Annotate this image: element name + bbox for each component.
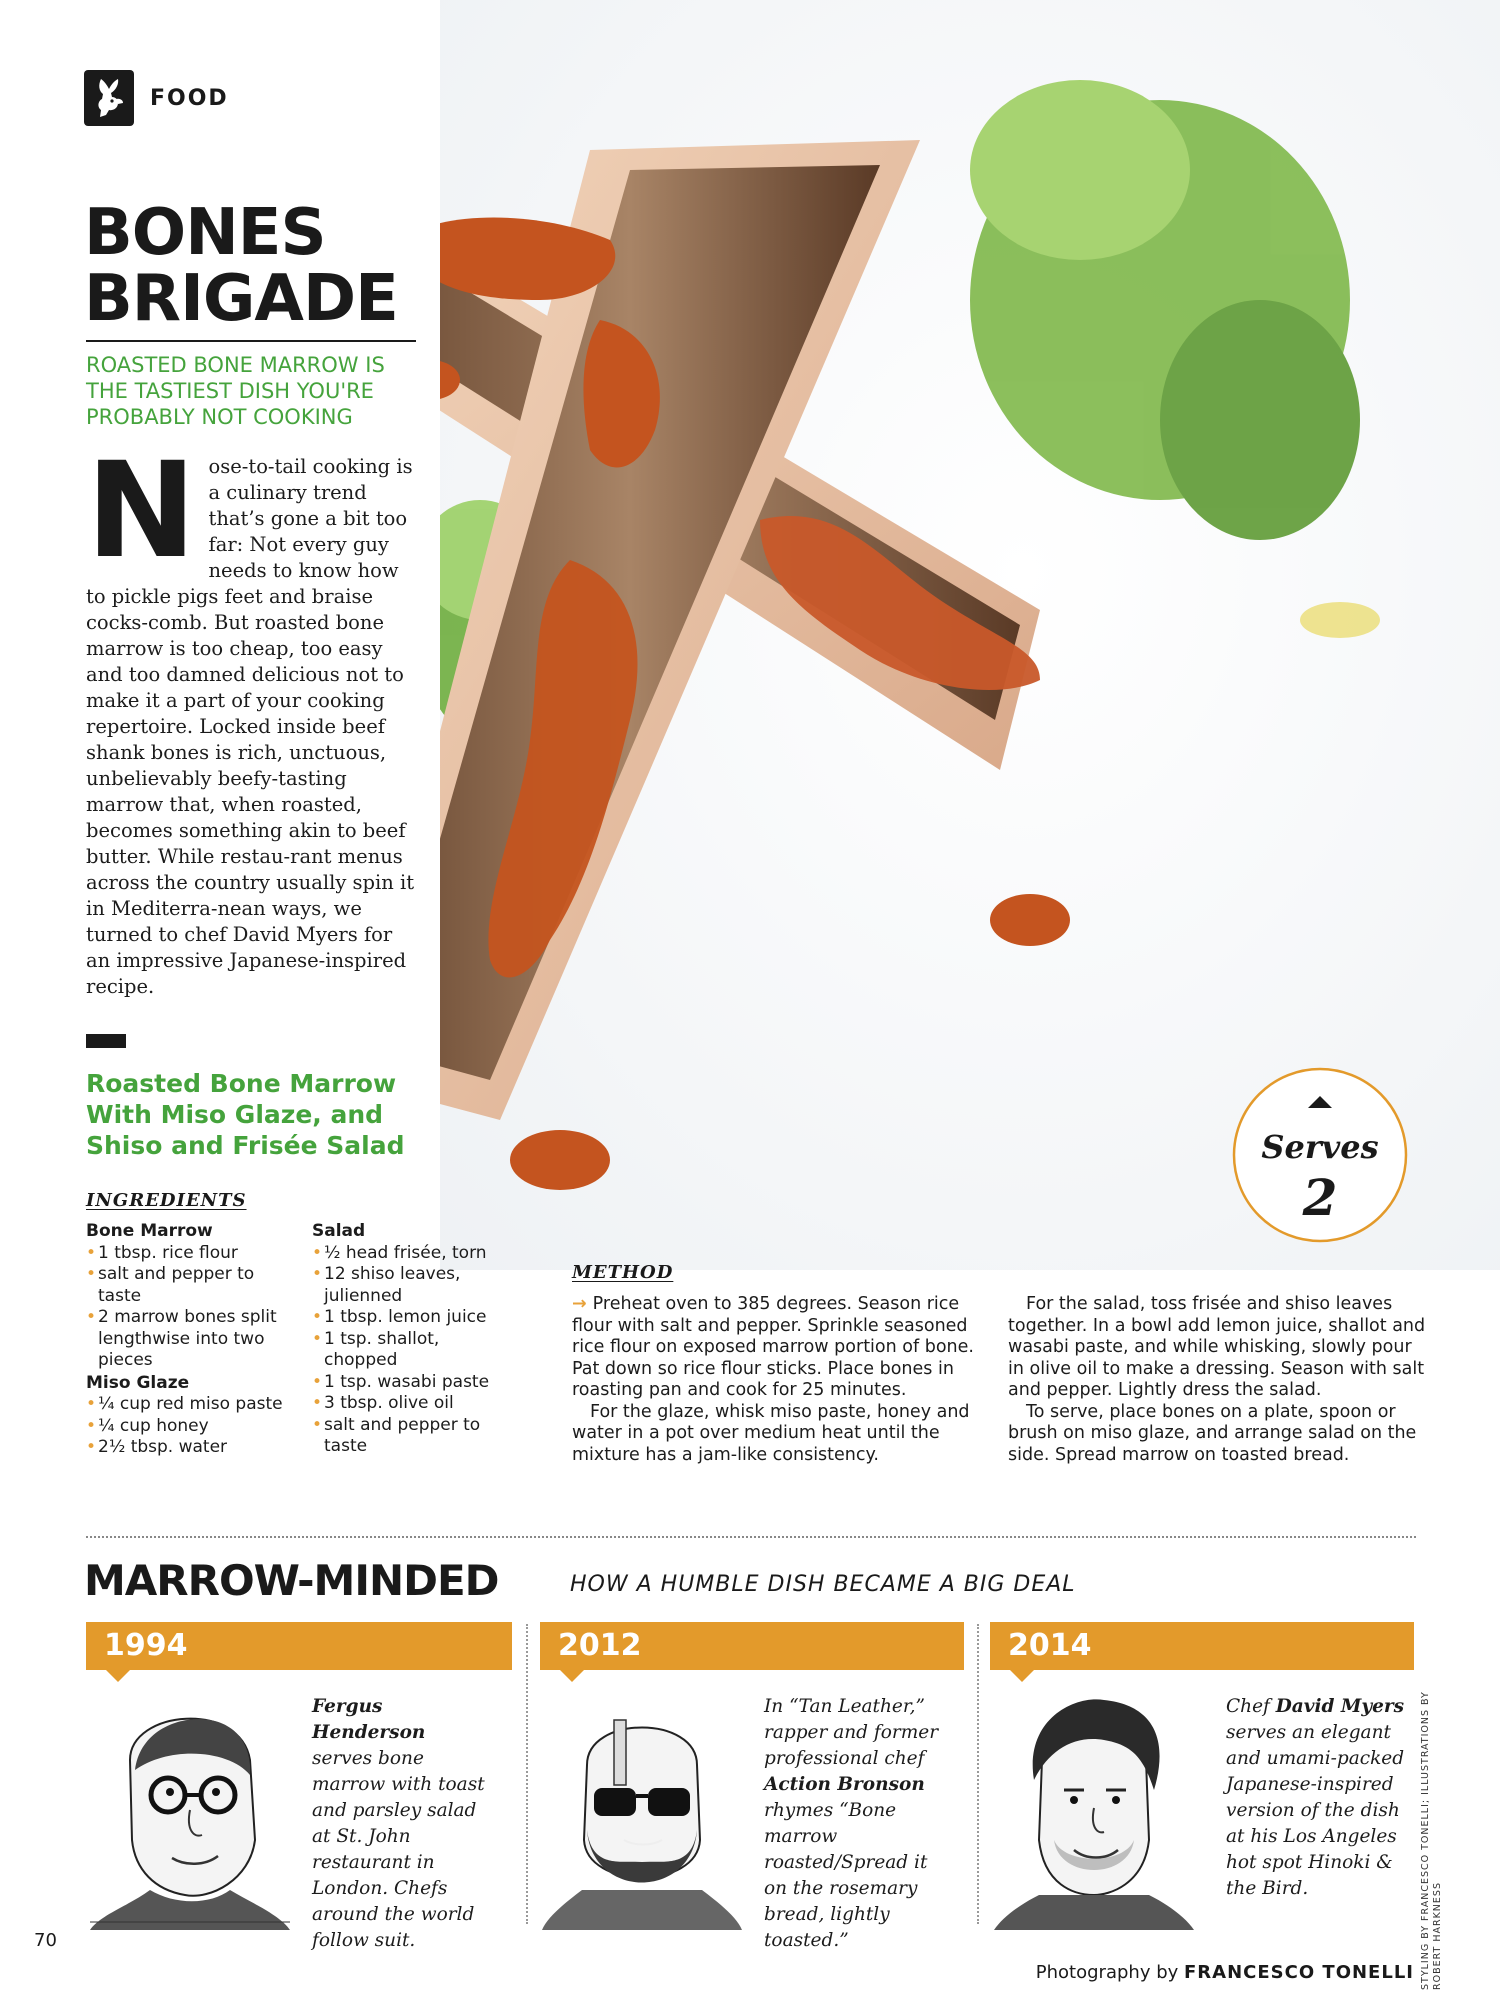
ingredient-item: • ¼ cup red miso paste (86, 1394, 286, 1416)
ingredient-group-name: Bone Marrow (86, 1221, 213, 1241)
ingredient-group-name: Salad (312, 1221, 366, 1241)
david-myers-illustration (994, 1690, 1194, 1930)
ingredient-list (86, 1243, 286, 1372)
serves-count: 2 (1302, 1168, 1338, 1227)
ingredients-column-2 (312, 1220, 512, 1458)
ingredient-item: • 12 shiso leaves, julienned (312, 1264, 512, 1307)
intro-text: ose-to-tail cooking is a culinary trend that’s gone a bit too far: Not every guy needs to know how to pickle pigs feet and braise cocks-comb. But roasted bone marrow is too cheap, too easy and too damned delicious not to make it a part of your cooking repertoire. Locked inside beef shank bones is rich, unctuous, unbelievably beefy-tasting marrow that, when roasted, becomes something akin to beef butter. While restau-rant menus across the country usually spin it in Mediterra-nean ways, we turned to chef David Myers for an impressive Japanese-inspired recipe. (86, 455, 415, 998)
recipe-marker (86, 1034, 126, 1048)
styling-credit: STYLING BY FRANCESCO TONELLI; ILLUSTRATIONS BY ROBERT HARKNESS (1420, 1691, 1443, 1990)
ingredient-item: • salt and pepper to taste (86, 1264, 286, 1307)
intro-paragraph (86, 434, 422, 1000)
rabbit-logo-icon (84, 70, 134, 126)
entry-name: Fergus Henderson (312, 1696, 426, 1743)
section-divider (86, 1536, 1416, 1538)
ingredient-item: • 3 tbsp. olive oil (312, 1393, 512, 1415)
entry-name: Action Bronson (764, 1774, 925, 1795)
method-step: For the glaze, whisk miso paste, honey and water in a pot over medium heat until the mixture has a jam-like consistency. (572, 1401, 970, 1465)
arrow-right-icon: → (572, 1294, 587, 1314)
timeline-entry-1994 (312, 1694, 490, 1954)
action-bronson-illustration (542, 1690, 742, 1930)
ingredient-item: • salt and pepper to taste (312, 1415, 512, 1458)
ingredient-item: • 1 tsp. wasabi paste (312, 1372, 512, 1394)
ingredients-heading: INGREDIENTS (86, 1190, 247, 1211)
deck: ROASTED BONE MARROW IS THE TASTIEST DISH YOU'RE PROBABLY NOT COOKING (86, 353, 385, 429)
method-column-1 (572, 1294, 982, 1466)
year-banner: 2014 (990, 1622, 1414, 1670)
entry-name: David Myers (1275, 1696, 1405, 1717)
method-step-text: Preheat oven to 385 degrees. Season rice flour with salt and pepper. Sprinkle seasoned rice flour on exposed marrow portion of bone. Pat down so rice flour sticks. Place bones in roasting pan and cook for 25 minutes. (572, 1294, 974, 1400)
ingredient-item: • 1 tsp. shallot, chopped (312, 1329, 512, 1372)
entry-prefix: In “Tan Leather,” rapper and former professional chef (764, 1696, 939, 1769)
section-tag (84, 70, 229, 126)
ingredient-item: • 2½ tbsp. water (86, 1437, 286, 1459)
bone-marrow-photo (440, 0, 1500, 1270)
ingredients-column-1 (86, 1220, 286, 1459)
column-divider (526, 1624, 528, 1924)
timeline-entry-2014 (1226, 1694, 1406, 1902)
timeline-entry-2012 (764, 1694, 956, 1954)
drop-cap: N (86, 434, 197, 588)
year-banner: 2012 (540, 1622, 964, 1670)
method-step (572, 1294, 982, 1402)
ingredient-item: • 2 marrow bones split lengthwise into two pieces (86, 1307, 286, 1372)
section-label: FOOD (150, 85, 229, 111)
entry-text: rhymes “Bone marrow roasted/Spread it on the rosemary bread, lightly toasted.” (764, 1800, 928, 1951)
ingredient-list (86, 1394, 286, 1459)
ingredient-item: • 1 tbsp. rice flour (86, 1243, 286, 1265)
method-step: For the salad, toss frisée and shiso leaves together. In a bowl add lemon juice, shallot and wasabi paste, and while whisking, slowly pour in olive oil to make a dressing. Season with salt and pepper. Lightly dress the salad. (1008, 1294, 1426, 1400)
entry-prefix: Chef (1226, 1696, 1276, 1717)
photo-credit-prefix: Photography by (1035, 1962, 1179, 1983)
fergus-henderson-illustration (90, 1690, 290, 1930)
ingredient-group-name: Miso Glaze (86, 1372, 190, 1393)
entry-text: serves an elegant and umami-packed Japanese-inspired version of the dish at his Los Angeles hot spot Hinoki & the Bird. (1226, 1722, 1405, 1899)
ingredient-item: • 1 tbsp. lemon juice (312, 1307, 512, 1329)
ingredient-list (312, 1243, 512, 1458)
recipe-title: Roasted Bone Marrow With Miso Glaze, and Shiso and Frisée Salad (86, 1069, 405, 1160)
ingredient-item: • ½ head frisée, torn (312, 1243, 512, 1265)
method-step: To serve, place bones on a plate, spoon or brush on miso glaze, and arrange salad on the side. Spread marrow on toasted bread. (1008, 1401, 1417, 1465)
headline-rule (86, 340, 416, 342)
photographer-name: FRANCESCO TONELLI (1184, 1962, 1414, 1983)
method-column-2 (1008, 1294, 1428, 1466)
photo-credit (1036, 1962, 1414, 1983)
serves-badge (1234, 1069, 1406, 1241)
timeline-title: MARROW-MINDED (84, 1556, 499, 1605)
headline: BONES BRIGADE (84, 196, 398, 336)
method-heading: METHOD (572, 1262, 674, 1283)
timeline-subtitle: HOW A HUMBLE DISH BECAME A BIG DEAL (570, 1572, 1076, 1597)
entry-text: serves bone marrow with toast and parsley salad at St. John restaurant in London. Chefs around the world follow suit. (312, 1748, 485, 1951)
ingredient-item: • ¼ cup honey (86, 1416, 286, 1438)
year-banner: 1994 (86, 1622, 512, 1670)
page-number: 70 (34, 1930, 57, 1951)
column-divider (977, 1624, 979, 1924)
serves-label: Serves (1261, 1128, 1379, 1166)
